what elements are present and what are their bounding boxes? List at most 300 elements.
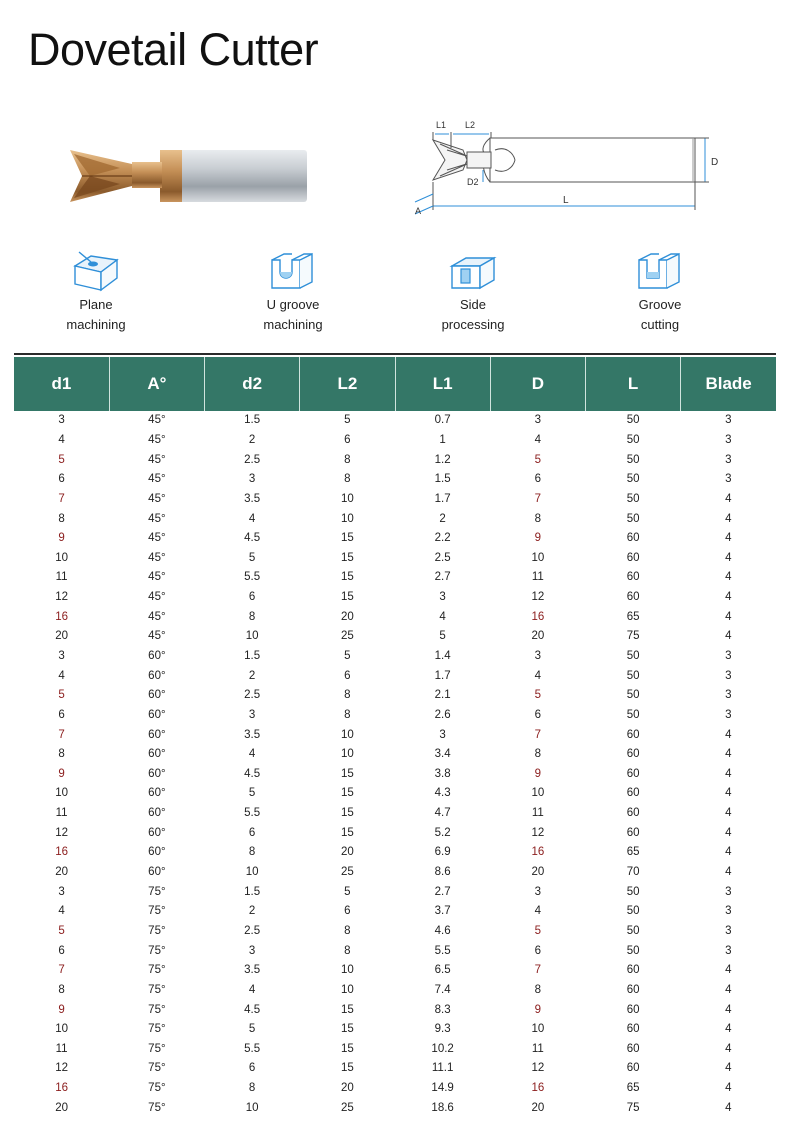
cell-l1: 0.7	[434, 414, 451, 427]
cell-d1: 16	[55, 846, 69, 859]
table-row	[14, 961, 776, 981]
cell-d1: 4	[58, 669, 65, 682]
cell-d: 20	[531, 1101, 545, 1114]
cell-angle: 45°	[148, 473, 166, 486]
cell-angle: 75°	[148, 983, 166, 996]
cell-d2: 6	[248, 1062, 256, 1075]
u-groove-machining-icon	[266, 250, 320, 294]
cell-blade: 4	[725, 551, 732, 564]
cell-d1: 9	[58, 532, 65, 545]
cell-blade: 3	[725, 414, 732, 427]
cell-l: 50	[626, 453, 640, 466]
cell-l1: 4	[439, 610, 446, 623]
cell-d2: 2.5	[244, 924, 261, 937]
cell-l2: 5	[344, 414, 351, 427]
table-row	[14, 647, 776, 667]
cell-d1: 10	[55, 787, 69, 800]
cell-d1: 9	[58, 1003, 65, 1016]
header-d2: d2	[205, 357, 300, 411]
cell-d2: 8	[248, 610, 256, 623]
table-row	[14, 823, 776, 843]
cell-d: 16	[531, 610, 545, 623]
cell-d1: 12	[55, 1062, 69, 1075]
cell-angle: 75°	[148, 964, 166, 977]
cell-d1: 7	[58, 492, 65, 505]
header-d1: d1	[14, 357, 109, 411]
icon-label-groove-line1: Groove	[638, 297, 682, 312]
cell-l: 65	[626, 846, 640, 859]
cell-blade: 4	[725, 846, 732, 859]
cell-angle: 75°	[148, 1101, 166, 1114]
table-row	[14, 882, 776, 902]
cell-d1: 5	[58, 689, 65, 702]
cell-l1: 18.6	[431, 1101, 454, 1114]
cell-l2: 8	[344, 944, 351, 957]
cell-l1: 3	[439, 591, 446, 604]
cell-angle: 60°	[148, 826, 166, 839]
cell-l1: 6.5	[434, 964, 451, 977]
cell-blade: 4	[725, 964, 732, 977]
icon-label-u-groove-line2: machining	[263, 317, 323, 332]
cell-blade: 3	[725, 944, 732, 957]
cell-l1: 2.7	[434, 571, 451, 584]
cell-blade: 4	[725, 492, 732, 505]
cell-l2: 15	[340, 787, 354, 800]
cell-d1: 4	[58, 433, 65, 446]
cell-d1: 3	[58, 650, 65, 662]
table-row	[14, 666, 776, 686]
cell-angle: 45°	[148, 630, 166, 643]
cell-angle: 60°	[148, 807, 166, 820]
cell-blade: 4	[725, 1023, 732, 1036]
cell-l1: 10.2	[431, 1042, 454, 1055]
cell-l: 60	[626, 787, 640, 800]
cell-d: 6	[534, 708, 542, 721]
cell-d: 8	[534, 983, 542, 996]
cell-d: 8	[534, 748, 542, 761]
cell-d1: 5	[58, 924, 65, 937]
cell-angle: 60°	[148, 708, 166, 721]
table-row	[14, 548, 776, 568]
table-row	[14, 706, 776, 726]
cell-d2: 3.5	[244, 492, 261, 505]
cell-d2: 8	[248, 846, 256, 859]
cell-blade: 4	[725, 512, 732, 525]
table-row	[14, 804, 776, 824]
table-row	[14, 843, 776, 863]
cell-d2: 4	[248, 748, 256, 761]
cell-blade: 4	[725, 728, 732, 741]
cell-l2: 15	[340, 551, 354, 564]
cell-d1: 12	[55, 591, 69, 604]
cell-d1: 3	[58, 414, 65, 427]
table-row	[14, 1098, 776, 1118]
cell-angle: 60°	[148, 650, 166, 662]
cell-l2: 15	[340, 532, 354, 545]
cell-l: 50	[626, 689, 640, 702]
cell-d2: 2.5	[244, 689, 261, 702]
cell-angle: 45°	[148, 433, 166, 446]
cell-l2: 15	[340, 1003, 354, 1016]
cell-d1: 4	[58, 905, 65, 918]
cell-d: 12	[531, 1062, 545, 1075]
cell-blade: 4	[725, 1062, 732, 1075]
cell-l2: 25	[340, 1101, 354, 1114]
table-row	[14, 411, 776, 431]
cell-d1: 7	[58, 964, 65, 977]
cell-d1: 6	[58, 708, 65, 721]
cell-l2: 6	[344, 669, 351, 682]
cell-d2: 5	[248, 551, 256, 564]
cell-l2: 8	[344, 453, 351, 466]
cell-d1: 11	[55, 571, 68, 584]
cell-l2: 25	[340, 630, 354, 643]
cell-d: 9	[534, 532, 542, 545]
cell-l1: 4.7	[434, 807, 451, 820]
cell-l1: 9.3	[434, 1023, 451, 1036]
cell-l2: 5	[344, 885, 351, 898]
table-row	[14, 450, 776, 470]
cell-l2: 15	[340, 571, 354, 584]
icon-label-groove-line2: cutting	[640, 317, 680, 332]
cell-l1: 1.7	[434, 492, 451, 505]
cell-blade: 4	[725, 787, 732, 800]
cell-blade: 3	[725, 453, 732, 466]
icon-item-u-groove	[218, 250, 368, 334]
table-top-rule	[14, 353, 776, 355]
cell-angle: 45°	[148, 492, 166, 505]
cell-angle: 75°	[148, 1062, 166, 1075]
cell-d2: 3	[248, 708, 256, 721]
cell-blade: 4	[725, 1042, 732, 1055]
cell-l1: 5.2	[434, 826, 451, 839]
cell-l2: 8	[344, 473, 351, 486]
cell-l: 65	[626, 610, 640, 623]
header-d: D	[490, 357, 585, 411]
spec-table-container	[14, 353, 776, 1118]
cell-angle: 45°	[148, 414, 166, 427]
cell-blade: 3	[725, 473, 732, 486]
cell-l: 60	[626, 1023, 640, 1036]
plane-machining-icon	[69, 250, 123, 294]
cell-l1: 1.7	[434, 669, 451, 682]
cell-l2: 10	[340, 728, 354, 741]
cell-l: 50	[626, 708, 640, 721]
cell-l2: 10	[340, 748, 354, 761]
cell-d2: 1.5	[244, 650, 261, 662]
icon-label-u-groove-line1: U groove	[266, 297, 320, 312]
cell-l1: 1.4	[434, 650, 451, 662]
cell-angle: 75°	[148, 905, 166, 918]
cell-l: 60	[626, 551, 640, 564]
cell-l: 60	[626, 964, 640, 977]
cell-l: 60	[626, 728, 640, 741]
cell-d2: 6	[248, 591, 256, 604]
cell-d: 10	[531, 1023, 545, 1036]
cell-l1: 5.5	[434, 944, 451, 957]
cell-blade: 4	[725, 571, 732, 584]
cell-blade: 4	[725, 1101, 732, 1114]
cell-blade: 3	[725, 924, 732, 937]
table-row	[14, 981, 776, 1001]
cell-blade: 4	[725, 748, 732, 761]
table-row	[14, 1040, 776, 1060]
cell-l: 75	[626, 1101, 640, 1114]
cell-d: 4	[534, 669, 542, 682]
cell-blade: 3	[725, 669, 732, 682]
cell-l1: 1.5	[434, 473, 451, 486]
cell-l: 60	[626, 1042, 640, 1055]
cell-d2: 3	[248, 944, 256, 957]
cell-l2: 10	[340, 983, 354, 996]
cell-d2: 6	[248, 826, 256, 839]
cell-angle: 45°	[148, 571, 166, 584]
cell-blade: 4	[725, 826, 732, 839]
dovetail-cutter-photo	[60, 130, 320, 220]
cell-l2: 15	[340, 1023, 354, 1036]
cell-angle: 45°	[148, 453, 166, 466]
cell-angle: 75°	[148, 1042, 166, 1055]
table-row	[14, 941, 776, 961]
cell-d: 10	[531, 787, 545, 800]
cell-d2: 3	[248, 473, 256, 486]
cell-l2: 20	[340, 610, 354, 623]
cell-l: 50	[626, 473, 640, 486]
cell-angle: 60°	[148, 689, 166, 702]
cell-d1: 8	[58, 983, 65, 996]
cell-l: 60	[626, 532, 640, 545]
cell-l1: 2	[439, 512, 446, 525]
cell-angle: 60°	[148, 728, 166, 741]
cell-d: 9	[534, 1003, 542, 1016]
dim-l1-label: L1	[436, 120, 447, 130]
cell-l1: 7.4	[434, 983, 451, 996]
cell-blade: 3	[725, 689, 732, 702]
cell-l1: 3.4	[434, 748, 451, 761]
dim-d2-label: D2	[467, 177, 479, 187]
table-row	[14, 863, 776, 883]
dim-a-label: A	[415, 206, 422, 216]
cell-d2: 1.5	[244, 885, 261, 898]
icon-item-groove	[585, 250, 735, 334]
cell-d1: 16	[55, 610, 69, 623]
cell-d2: 5.5	[244, 807, 261, 820]
cell-l2: 20	[340, 846, 354, 859]
cell-d1: 5	[58, 453, 65, 466]
cell-d: 6	[534, 944, 542, 957]
cell-l2: 15	[340, 1042, 354, 1055]
cell-d2: 4	[248, 512, 256, 525]
icon-label-side-line1: Side	[459, 297, 487, 312]
cell-blade: 3	[725, 433, 732, 446]
cell-d1: 7	[58, 728, 65, 741]
cell-blade: 4	[725, 532, 732, 545]
table-row	[14, 588, 776, 608]
cell-d1: 12	[55, 826, 69, 839]
cell-d2: 2	[248, 433, 256, 446]
cell-d2: 8	[248, 1082, 256, 1095]
cell-angle: 60°	[148, 669, 166, 682]
cell-angle: 45°	[148, 532, 166, 545]
cell-l1: 11.1	[431, 1062, 454, 1075]
cell-l1: 3.7	[434, 905, 451, 918]
cell-d: 11	[531, 807, 544, 820]
cell-d2: 2.5	[244, 453, 261, 466]
cell-l1: 2.2	[434, 532, 451, 545]
icon-label-plane-line1: Plane	[79, 297, 113, 312]
dim-d-label: D	[711, 157, 719, 168]
cell-angle: 60°	[148, 846, 166, 859]
cell-l: 50	[626, 650, 640, 662]
cell-d2: 4	[248, 983, 256, 996]
cell-d1: 16	[55, 1082, 69, 1095]
cell-l: 60	[626, 807, 640, 820]
cell-l: 60	[626, 1062, 640, 1075]
cell-l2: 8	[344, 708, 351, 721]
cell-d2: 3.5	[244, 964, 261, 977]
cell-d: 7	[534, 728, 542, 741]
cell-l: 60	[626, 826, 640, 839]
header-l2: L2	[300, 357, 395, 411]
table-row	[14, 725, 776, 745]
table-row	[14, 607, 776, 627]
cell-l1: 4.6	[434, 924, 451, 937]
header-angle: A°	[109, 357, 204, 411]
cell-l: 50	[626, 944, 640, 957]
cell-d1: 8	[58, 512, 65, 525]
cell-d: 20	[531, 866, 545, 879]
cell-l1: 2.6	[434, 708, 451, 721]
cell-d1: 6	[58, 473, 65, 486]
cell-l1: 8.6	[434, 866, 451, 879]
cell-blade: 4	[725, 1082, 732, 1095]
cell-d: 11	[531, 1042, 544, 1055]
cell-d: 8	[534, 512, 542, 525]
cell-l2: 6	[344, 433, 351, 446]
table-header-row	[14, 357, 776, 411]
cell-l2: 15	[340, 591, 354, 604]
cell-l2: 10	[340, 492, 354, 505]
cell-d: 3	[534, 650, 542, 662]
cell-l: 70	[626, 866, 640, 879]
cell-angle: 75°	[148, 944, 166, 957]
icon-label-side-line2: processing	[441, 317, 505, 332]
cell-d2: 10	[245, 866, 259, 879]
cell-angle: 60°	[148, 866, 166, 879]
cell-d2: 5	[248, 787, 256, 800]
table-row	[14, 490, 776, 510]
cell-angle: 75°	[148, 924, 166, 937]
table-row	[14, 1000, 776, 1020]
cell-angle: 45°	[148, 512, 166, 525]
cell-d1: 3	[58, 885, 65, 898]
side-processing-icon	[446, 250, 500, 294]
cell-l2: 15	[340, 826, 354, 839]
cell-l2: 10	[340, 512, 354, 525]
table-row	[14, 431, 776, 451]
cell-d: 7	[534, 964, 542, 977]
cell-d1: 11	[55, 1042, 68, 1055]
cell-d: 5	[534, 689, 542, 702]
cell-l: 50	[626, 414, 640, 427]
dim-l-label: L	[563, 195, 569, 206]
cell-angle: 75°	[148, 885, 166, 898]
cell-l1: 2.1	[434, 689, 451, 702]
cell-d1: 10	[55, 1023, 69, 1036]
machining-icons-row	[0, 250, 790, 345]
cell-d1: 20	[55, 1101, 69, 1114]
table-row	[14, 568, 776, 588]
cell-d2: 2	[248, 905, 256, 918]
cell-d: 12	[531, 591, 545, 604]
cell-l: 65	[626, 1082, 640, 1095]
cell-angle: 75°	[148, 1003, 166, 1016]
cell-d2: 1.5	[244, 414, 261, 427]
cell-d: 9	[534, 767, 542, 780]
cell-l: 50	[626, 924, 640, 937]
cell-l: 50	[626, 885, 640, 898]
cell-blade: 3	[725, 650, 732, 662]
cell-d: 4	[534, 905, 542, 918]
cell-blade: 4	[725, 866, 732, 879]
header-blade: Blade	[681, 357, 776, 411]
cell-d: 6	[534, 473, 542, 486]
cell-angle: 75°	[148, 1023, 166, 1036]
cell-blade: 3	[725, 885, 732, 898]
cell-blade: 3	[725, 708, 732, 721]
cell-blade: 4	[725, 983, 732, 996]
cell-l2: 15	[340, 1062, 354, 1075]
cell-angle: 45°	[148, 610, 166, 623]
cell-l1: 2.7	[434, 885, 451, 898]
cell-l2: 8	[344, 689, 351, 702]
cell-d: 16	[531, 1082, 545, 1095]
table-row	[14, 627, 776, 647]
cell-d2: 5.5	[244, 1042, 261, 1055]
cell-l1: 3	[439, 728, 446, 741]
cell-blade: 4	[725, 630, 732, 643]
cell-l: 50	[626, 433, 640, 446]
cell-l2: 20	[340, 1082, 354, 1095]
cell-l: 60	[626, 1003, 640, 1016]
technical-drawing	[395, 110, 735, 240]
cell-d2: 10	[245, 630, 259, 643]
cell-angle: 75°	[148, 1082, 166, 1095]
cell-l1: 4.3	[434, 787, 451, 800]
cell-l2: 8	[344, 924, 351, 937]
cell-d: 11	[531, 571, 544, 584]
table-row	[14, 902, 776, 922]
cell-l2: 6	[344, 905, 351, 918]
cell-l: 60	[626, 983, 640, 996]
cell-l: 60	[626, 748, 640, 761]
cell-d: 16	[531, 846, 545, 859]
cell-d2: 4.5	[244, 767, 261, 780]
cell-d: 10	[531, 551, 545, 564]
cell-l1: 5	[439, 630, 446, 643]
cell-d2: 4.5	[244, 1003, 261, 1016]
groove-cutting-icon	[633, 250, 687, 294]
cell-d2: 3.5	[244, 728, 261, 741]
cell-l1: 3.8	[434, 767, 451, 780]
table-row	[14, 745, 776, 765]
cell-l: 50	[626, 669, 640, 682]
cell-l1: 14.9	[431, 1082, 454, 1095]
cell-d: 3	[534, 885, 542, 898]
cell-l1: 1	[439, 433, 446, 446]
cell-d1: 9	[58, 767, 65, 780]
table-row	[14, 529, 776, 549]
